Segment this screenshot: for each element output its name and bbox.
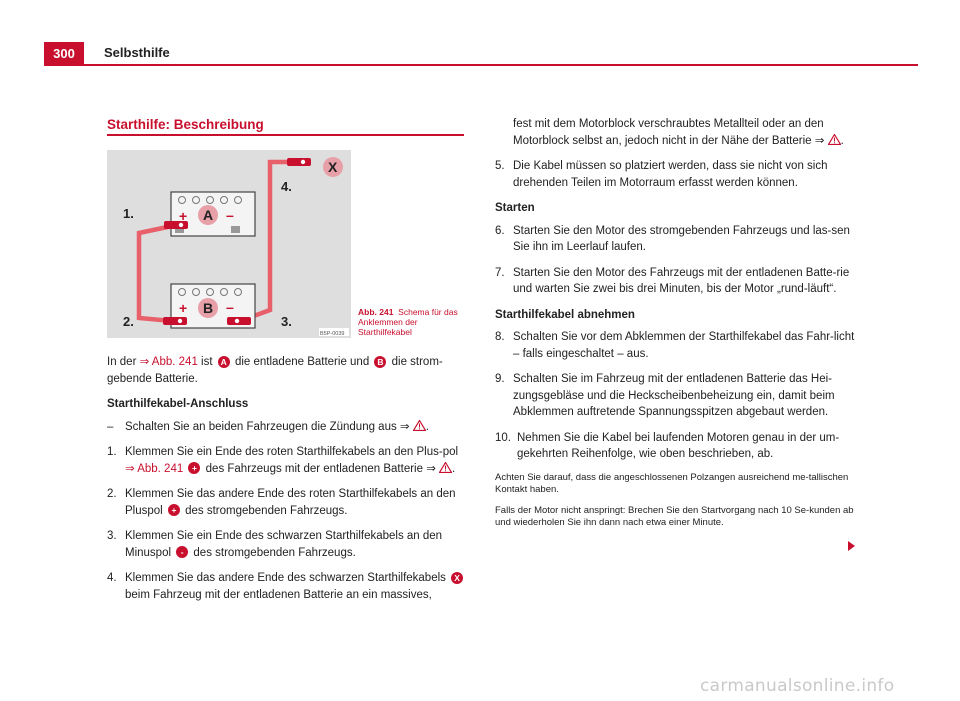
label-b: B (203, 300, 214, 316)
caption-number: Abb. 241 (358, 307, 394, 317)
tag-a: A (218, 356, 230, 368)
list-item-4-cont: fest mit dem Motorblock verschraubtes Metallteil oder an den Motorblock selbst an, jedoch nicht in der Nähe der Batterie ⇒ . (513, 118, 844, 147)
intro-paragraph: In der ⇒ Abb. 241 ist A die entladene Batterie und B die strom-gebende Batterie. (107, 356, 443, 385)
minus-b: – (226, 299, 234, 315)
list-item-9: 9. Schalten Sie im Fahrzeug mit der entladenen Batterie das Hei-zungsgebläse und die Heckscheibenbeheizung ein, damit beim Abklemmen auftretende Spannungsspitzen abgebaut werden. (495, 373, 835, 418)
list-item-4: 4. Klemmen Sie das andere Ende des schwarzen Starthilfekabels X beim Fahrzeug mit der entladenen Batterie an ein massives, (107, 570, 467, 603)
warning-icon (413, 420, 426, 431)
minus-a: – (226, 207, 234, 223)
note-restart: Falls der Motor nicht anspringt: Brechen Sie den Startvorgang nach 10 Se-kunden ab und wiederholen Sie ihn dann nach etwa einer Minute. (495, 504, 854, 528)
label-a: A (203, 207, 214, 223)
list-item-5: 5. Die Kabel müssen so platziert werden, dass sie nicht von sich drehenden Teilen im Motorraum erfasst werden können. (495, 160, 828, 189)
step-4: 4. (281, 179, 292, 194)
section-rule (107, 134, 464, 136)
list-item-2: 2. Klemmen Sie das andere Ende des roten Starthilfekabels an den Pluspol + des stromgebenden Fahrzeugs. (107, 488, 456, 517)
step-2: 2. (123, 314, 134, 329)
heading-connection: Starthilfekabel-Anschluss (107, 398, 249, 410)
list-item-8: 8. Schalten Sie vor dem Abklemmen der Starthilfekabel das Fahr-licht – falls eingeschaltet – aus. (495, 331, 855, 360)
tag-plus: + (188, 462, 200, 474)
watermark: carmanualsonline.info (700, 676, 895, 696)
dash-item: – Schalten Sie an beiden Fahrzeugen die Zündung aus ⇒ . (107, 420, 429, 433)
right-column (495, 116, 855, 538)
list-item-1: 1. Klemmen Sie ein Ende des roten Starthilfekabels an den Plus-pol ⇒ Abb. 241 + des Fahrzeugs mit der entladenen Batterie ⇒ . (107, 446, 459, 475)
chapter-title: Selbsthilfe (104, 45, 170, 60)
tag-minus: - (176, 546, 188, 558)
list-item-6: 6. Starten Sie den Motor des stromgebenden Fahrzeugs und las-sen Sie ihn im Leerlauf laufen. (495, 224, 850, 253)
list-item-10: 10. Nehmen Sie die Kabel bei laufenden Motoren genau in der um-gekehrten Reihenfolge, wie oben beschrieben, ab. (495, 431, 840, 460)
list-item-7: 7. Starten Sie den Motor des Fahrzeugs mit der entladenen Batte-rie und warten Sie zwei bis drei Minuten, bis der Motor „rund-läuft“. (495, 266, 850, 295)
figure-link[interactable]: ⇒ Abb. 241 (139, 356, 198, 368)
warning-icon (439, 462, 452, 473)
list-item-3: 3. Klemmen Sie ein Ende des schwarzen Starthilfekabels an den Minuspol - des stromgebenden Fahrzeugs. (107, 530, 443, 559)
caption-text: Schema für das Anklemmen der Starthilfekabel (358, 307, 458, 337)
left-column (107, 354, 467, 612)
warning-icon (828, 134, 841, 145)
jump-start-diagram (107, 150, 351, 338)
clamp-2 (163, 317, 187, 325)
clamp-4 (287, 158, 311, 166)
header-rule (44, 64, 918, 66)
tag-plus: + (168, 504, 180, 516)
plus-a: + (179, 208, 188, 224)
plus-b: + (179, 300, 188, 316)
tag-x: X (451, 572, 463, 584)
page-number: 300 (44, 42, 84, 64)
heading-start: Starten (495, 202, 535, 214)
clamp-3 (227, 317, 251, 325)
step-3: 3. (281, 314, 292, 329)
continue-arrow-icon (848, 541, 855, 551)
figure-link[interactable]: ⇒ Abb. 241 (125, 462, 184, 475)
heading-remove: Starthilfekabel abnehmen (495, 308, 635, 321)
section-title: Starthilfe: Beschreibung (107, 117, 264, 132)
figure-caption (358, 307, 468, 337)
label-x: X (328, 159, 338, 175)
step-1: 1. (123, 206, 134, 221)
figure-code: B5P-0039 (320, 331, 345, 337)
note-contact: Achten Sie darauf, dass die angeschlossenen Polzangen ausreichend me-tallischen Kontakt haben. (495, 471, 849, 495)
tag-b: B (374, 356, 386, 368)
